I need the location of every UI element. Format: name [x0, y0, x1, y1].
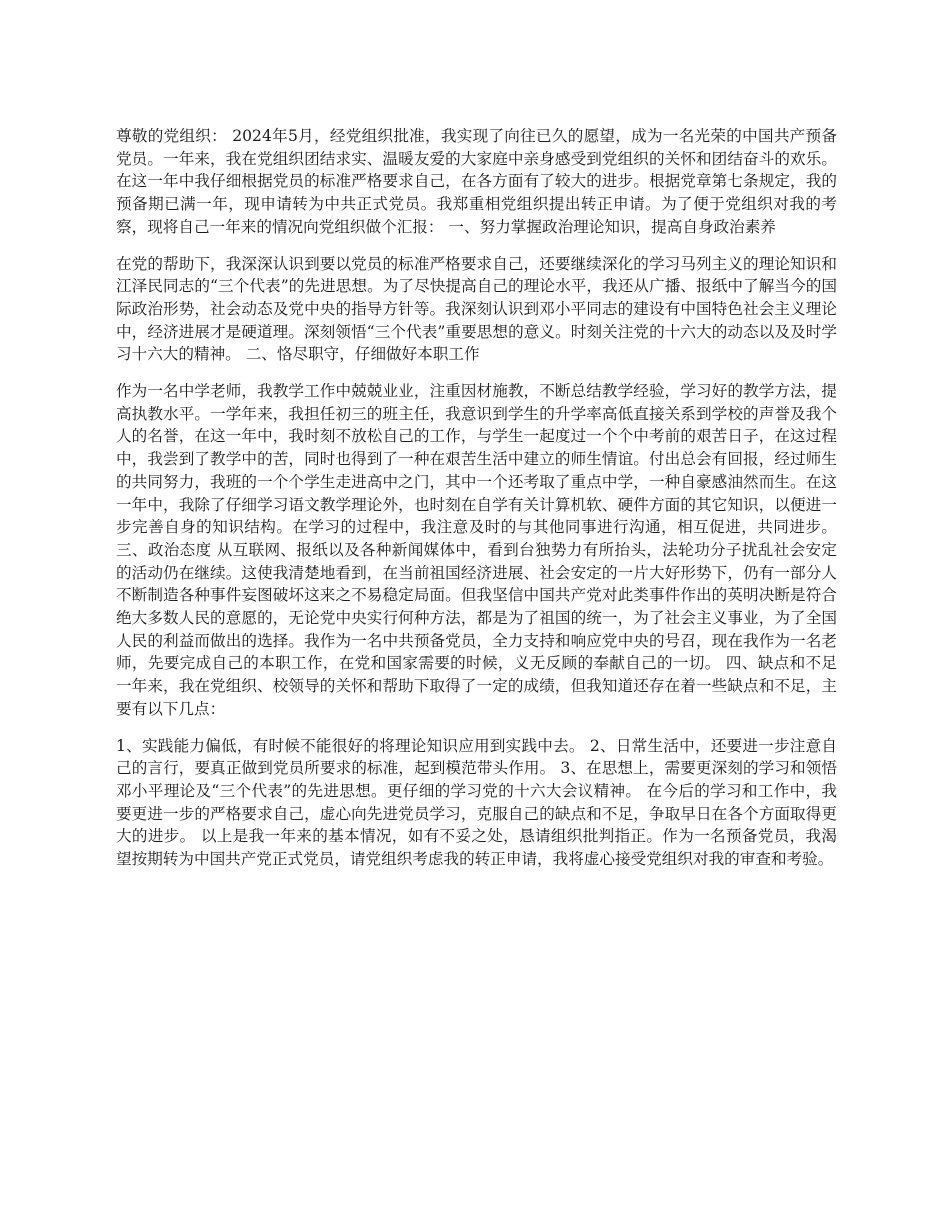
paragraph-theory-study: 在党的帮助下，我深深认识到要以党员的标准严格要求自己，还要继续深化的学习马列主义的理论知识和江泽民同志的“三个代表”的先进思想。为了尽快提高自己的理论水平，我还从广播、报纸中了解当今的国际政治形势，社会动态及党中央的指导方针等。我深刻认识到邓小平同志的建设有中国特色社会主义理论中，经济进展才是硬道理。深刻领悟“三个代表”重要思想的意义。时刻关注党的十六大的动态以及及时学习十六大的精神。 二、恪尽职守，仔细做好本职工作: [116, 254, 837, 364]
paragraph-work-and-attitude: 作为一名中学老师，我教学工作中兢兢业业，注重因材施教，不断总结教学经验，学习好的教学方法，提高执教水平。一学年来，我担任初三的班主任，我意识到学生的升学率高低直接关系到学校的声誉及我个人的名誉，在这一年中，我时刻不放松自己的工作，与学生一起度过一个个中考前的艰苦日子，在这过程中，我尝到了教学中的苦，同时也得到了一种在艰苦生活中建立的师生情谊。付出总会有回报，经过师生的共同努力，我班的一个个学生走进高中之门，其中一个还考取了重点中学，一种自豪感油然而生。在这一年中，我除了仔细学习语文教学理论外，也时刻在自学有关计算机软、硬件方面的其它知识，以便进一步完善自身的知识结构。在学习的过程中，我注意及时的与其他同事进行沟通，相互促进，共同进步。 三、政治态度 从互联网、报纸以及各种新闻媒体中，看到台独势力有所抬头，法轮功分子扰乱社会安定的活动仍在继续。这使我清楚地看到，在当前祖国经济进展、社会安定的一片大好形势下，仍有一部分人不断制造各种事件妄图破坏这来之不易稳定局面。但我坚信中国共产党对此类事件作出的英明决断是符合绝大多数人民的意愿的，无论党中央实行何种方法，都是为了祖国的统一，为了社会主义事业，为了全国人民的利益而做出的选择。我作为一名中共预备党员，全力支持和响应党中央的号召，现在我作为一名老师，先要完成自己的本职工作，在党和国家需要的时候，义无反顾的奉献自己的一切。 四、缺点和不足 一年来，我在党组织、校领导的关怀和帮助下取得了一定的成绩，但我知道还存在着一些缺点和不足，主要有以下几点：: [116, 382, 837, 718]
paragraph-shortcomings-and-closing: 1、实践能力偏低，有时候不能很好的将理论知识应用到实践中去。 2、日常生活中，还要进一步注意自己的言行，要真正做到党员所要求的标准，起到模范带头作用。 3、在思想上，需要更深刻的学习和领悟邓小平理论及“三个代表”的先进思想。更仔细的学习党的十六大会议精神。 在今后的学习和工作中，我要更进一步的严格要求自己，虚心向先进党员学习，克服自己的缺点和不足，争取早日在各个方面取得更大的进步。 以上是我一年来的基本情况，如有不妥之处，恳请组织批判指正。作为一名预备党员，我渴望按期转为中国共产党正式党员，请党组织考虑我的转正申请，我将虚心接受党组织对我的审查和考验。: [116, 736, 837, 869]
document-body: [116, 125, 837, 885]
paragraph-opening: 尊敬的党组织： 2024年5月，经党组织批准，我实现了向往已久的愿望，成为一名光荣的中国共产预备党员。一年来，我在党组织团结求实、温暖友爱的大家庭中亲身感受到党组织的关怀和团结奋斗的欢乐。在这一年中我仔细根据党员的标准严格要求自己，在各方面有了较大的进步。根据党章第七条规定，我的预备期已满一年，现申请转为中共正式党员。我郑重相党组织提出转正申请。为了便于党组织对我的考察，现将自己一年来的情况向党组织做个汇报： 一、努力掌握政治理论知识，提高自身政治素养: [116, 127, 837, 236]
